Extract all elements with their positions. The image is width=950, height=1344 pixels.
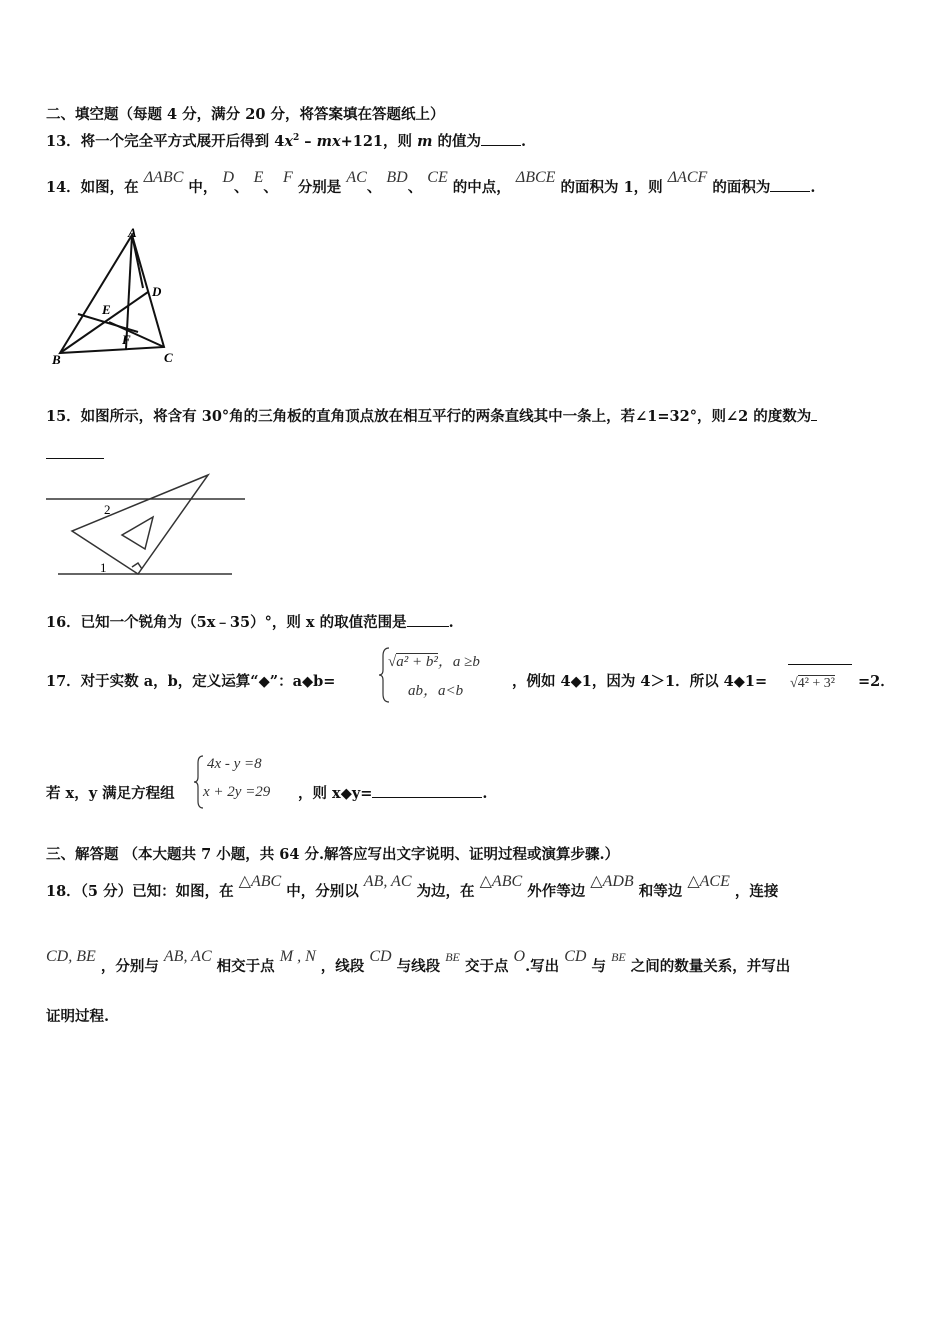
q13-exponent: 2 bbox=[292, 133, 300, 144]
q18-text: 外作等边 bbox=[527, 883, 586, 900]
q14-triangle-bce: ΔBCE bbox=[515, 169, 556, 186]
q18-text: 为边，在 bbox=[416, 883, 475, 900]
q18-text: ，线段 bbox=[320, 958, 365, 975]
q16-text: 16．已知一个锐角为（5x﹣35）°，则 x 的取值范围是 bbox=[46, 614, 407, 631]
q18-triangle-abc: △ABC bbox=[238, 873, 282, 890]
q17-case-1-condition: ，a ≥b bbox=[437, 654, 480, 670]
q14-text-fenbie: 分别是 bbox=[297, 179, 342, 196]
q17-example-sqrt: √4² + 3² bbox=[790, 676, 835, 691]
q17-system-text: 若 x，y 满足方程组 bbox=[46, 785, 175, 802]
q15-angle-2-label: 2 bbox=[104, 502, 111, 517]
q18-triangle-ace: △ACE bbox=[687, 873, 730, 890]
question-18-line-1 bbox=[46, 873, 779, 901]
q13-var-x: x bbox=[284, 133, 293, 150]
q18-text: 中，分别以 bbox=[286, 883, 359, 900]
q15-answer-blank-continued[interactable] bbox=[46, 458, 104, 459]
question-13 bbox=[46, 130, 526, 151]
q14-segment-ac: AC bbox=[346, 169, 367, 186]
q14-separator: 、 bbox=[407, 179, 423, 196]
q17-example-radicand: 4² + 3² bbox=[797, 676, 835, 691]
q13-var-m: m bbox=[417, 133, 433, 150]
q18-text: 与 bbox=[591, 958, 606, 975]
q17-equation-1: 4x - y =8 bbox=[207, 756, 262, 772]
q18-segment-cd: CD bbox=[564, 948, 587, 965]
question-18-line-3: 证明过程. bbox=[46, 1008, 110, 1025]
q18-point-o: O bbox=[513, 948, 526, 965]
q17-example-blank[interactable] bbox=[788, 664, 852, 665]
q15-text: 15．如图所示，将含有 30°角的三角板的直角顶点放在相互平行的两条直线其中一条上，若∠1=32°，则∠2 的度数为 bbox=[46, 408, 812, 425]
q18-text: 交于点 bbox=[464, 958, 509, 975]
q14-point-e: E bbox=[253, 169, 264, 186]
q13-text-3: 的值为 bbox=[432, 133, 481, 150]
q17-piecewise-definition bbox=[378, 646, 513, 704]
q17-equation-system bbox=[193, 754, 303, 810]
q14-period: . bbox=[810, 179, 816, 196]
q18-segments-ab-ac: AB, AC bbox=[163, 948, 212, 965]
q14-label-b: B bbox=[52, 352, 61, 367]
q18-triangle-abc: △ABC bbox=[479, 873, 523, 890]
q13-text-2: +121，则 bbox=[340, 133, 418, 150]
q14-label-a: A bbox=[128, 225, 137, 240]
q17-system-line bbox=[46, 782, 175, 803]
q18-text: 相交于点 bbox=[216, 958, 275, 975]
q13-answer-blank[interactable] bbox=[481, 145, 521, 146]
q16-answer-blank[interactable] bbox=[407, 626, 449, 627]
q18-text: 18．（5 分）已知：如图，在 bbox=[46, 883, 234, 900]
q18-text: 和等边 bbox=[638, 883, 683, 900]
q18-segment-cd: CD bbox=[369, 948, 392, 965]
q15-parallel-lines-figure bbox=[42, 468, 252, 583]
q17-question bbox=[298, 782, 487, 803]
q14-segment-bd: BD bbox=[386, 169, 408, 186]
q18-segments-cd-be: CD, BE bbox=[46, 948, 96, 965]
q17-example-result: =2． bbox=[858, 673, 895, 690]
q17-example-text: ，例如 4◆1，因为 4＞1．所以 4◆1= bbox=[512, 673, 768, 690]
q14-text-area-2: 的面积为 bbox=[712, 179, 771, 196]
section-2-heading: 二、填空题（每题 4 分，满分 20 分，将答案填在答题纸上） bbox=[46, 106, 445, 123]
question-16 bbox=[46, 611, 454, 632]
q14-answer-blank[interactable] bbox=[770, 191, 810, 192]
q18-text: .写出 bbox=[525, 958, 560, 975]
q17-equation-2: x + 2y =29 bbox=[203, 784, 271, 800]
q18-text: 之间的数量关系，并写出 bbox=[630, 958, 791, 975]
q14-triangle-abc: ΔABC bbox=[143, 169, 184, 186]
q14-segment-ce: CE bbox=[427, 169, 448, 186]
q14-label-f: F bbox=[122, 332, 131, 347]
q14-separator: 、 bbox=[234, 179, 249, 196]
q14-triangle-acf: ΔACF bbox=[667, 169, 708, 186]
q14-label-d: D bbox=[152, 284, 162, 299]
q17-case-2: ab，a<b bbox=[408, 683, 464, 699]
q17-example-expression bbox=[788, 664, 858, 704]
question-18-line-2 bbox=[46, 948, 791, 976]
q17-answer-blank[interactable] bbox=[372, 797, 482, 798]
q17-period: . bbox=[482, 785, 488, 802]
q14-triangle-figure bbox=[48, 222, 188, 372]
q14-text-midpoint: 的中点， bbox=[452, 179, 511, 196]
q18-text: ，连接 bbox=[734, 883, 779, 900]
q16-period: . bbox=[448, 614, 454, 631]
q17-question-text: ，则 x◆y= bbox=[298, 785, 373, 802]
question-17 bbox=[46, 670, 335, 691]
q17-text-definition: 17．对于实数 a，b，定义运算“◆”：a◆b= bbox=[46, 673, 336, 690]
q14-text-area: 的面积为 1，则 bbox=[560, 179, 663, 196]
q14-label-c: C bbox=[164, 350, 173, 365]
q13-text: 13．将一个完全平方式展开后得到 4 bbox=[46, 133, 285, 150]
q15-answer-blank[interactable] bbox=[811, 420, 817, 421]
q14-point-d: D bbox=[222, 169, 235, 186]
question-15 bbox=[46, 405, 817, 426]
q18-triangle-adb: △ADB bbox=[590, 873, 634, 890]
q14-label-e: E bbox=[102, 302, 111, 317]
q15-angle-1-label: 1 bbox=[100, 560, 107, 575]
q18-segment-be: BE bbox=[445, 950, 460, 964]
q17-case-1: √a² + b²，a ≥b bbox=[388, 654, 480, 670]
q13-period: . bbox=[520, 133, 527, 150]
q14-separator: 、 bbox=[366, 179, 382, 196]
q17-system-brace bbox=[193, 754, 205, 810]
q18-segments-ab-ac: AB, AC bbox=[363, 873, 412, 890]
q14-point-f: F bbox=[282, 169, 293, 186]
q18-text: 与线段 bbox=[396, 958, 441, 975]
q14-text-zhong: 中， bbox=[188, 179, 218, 196]
q13-minus: – bbox=[299, 133, 317, 150]
q14-number: 14．如图，在 bbox=[46, 179, 139, 196]
q13-term-mx: mx bbox=[316, 133, 341, 150]
q18-text: ，分别与 bbox=[100, 958, 159, 975]
q18-points-m-n: M , N bbox=[279, 948, 316, 965]
q17-case-1-expression: a² + b² bbox=[396, 654, 438, 670]
q14-separator: 、 bbox=[263, 179, 278, 196]
question-14 bbox=[46, 169, 816, 197]
q18-segment-be: BE bbox=[611, 950, 626, 964]
section-3-heading: 三、解答题 （本大题共 7 小题，共 64 分.解答应写出文字说明、证明过程或演算步骤.） bbox=[46, 846, 620, 863]
q17-example bbox=[512, 670, 767, 691]
